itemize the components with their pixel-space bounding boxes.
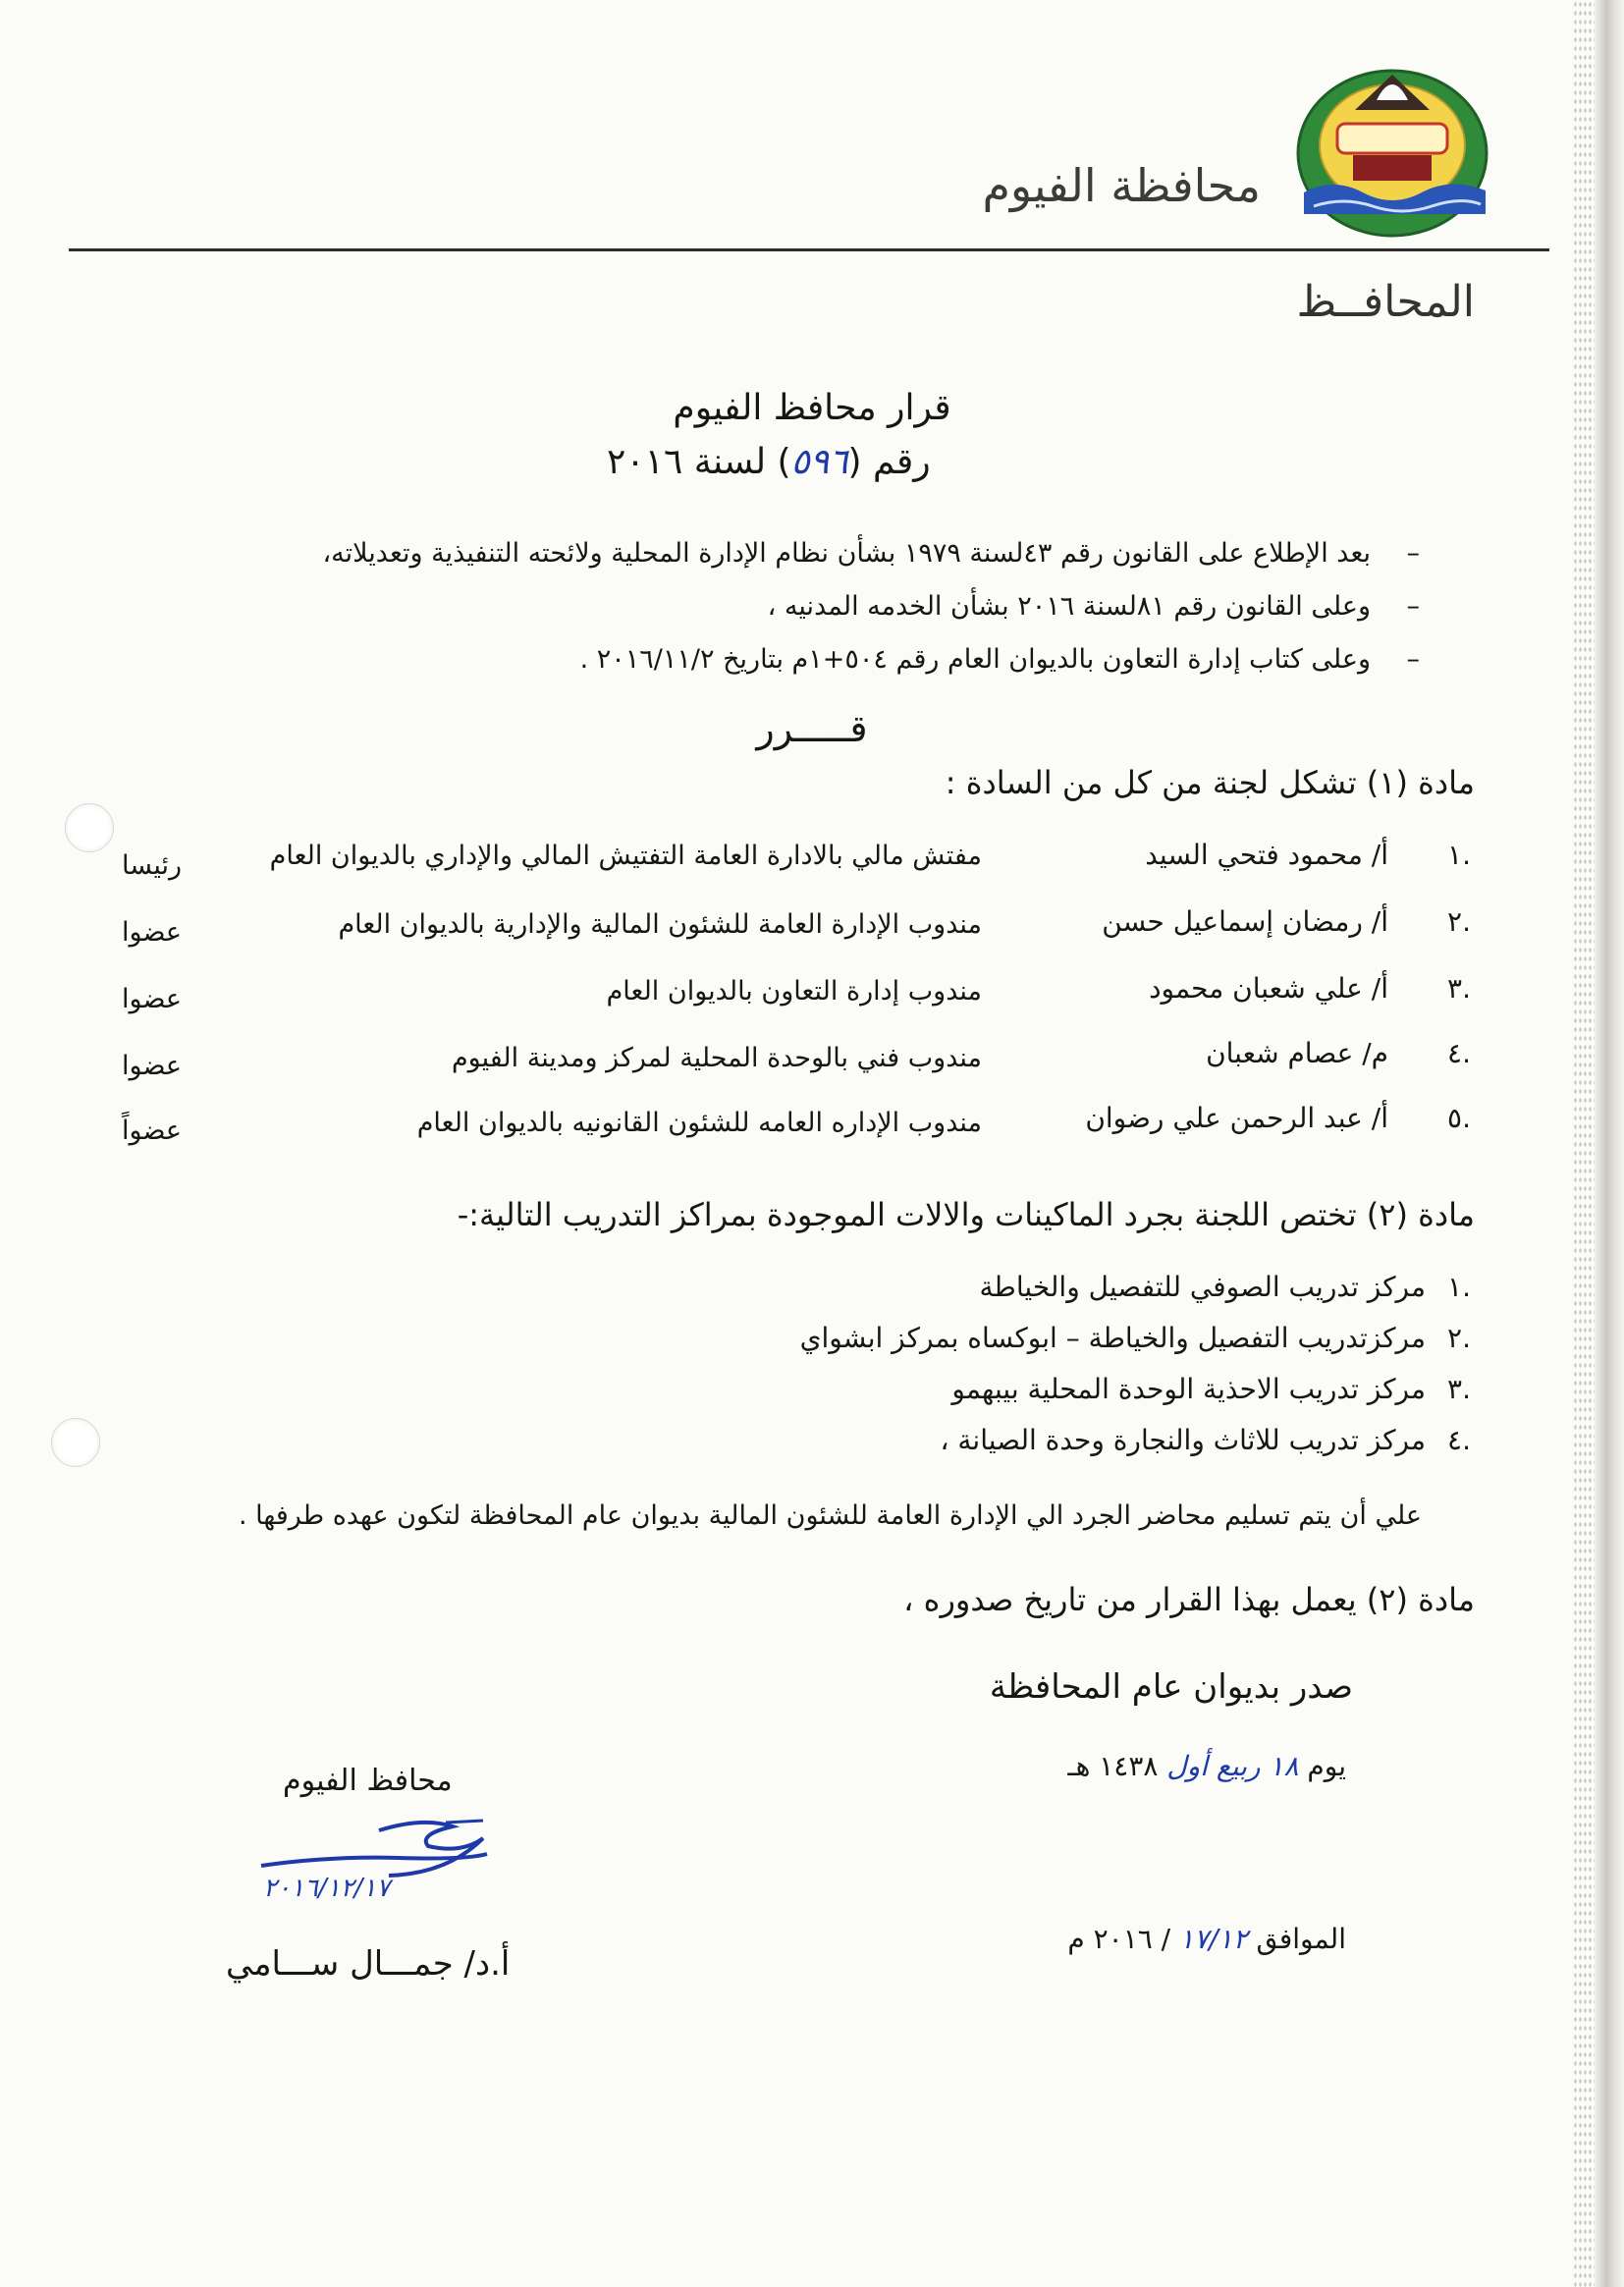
- intro-text: وعلى كتاب إدارة التعاون بالديوان العام رقم ٥٠٤+١م بتاريخ ٢٠١٦/١١/٢ .: [579, 644, 1371, 675]
- gregorian-year: / ٢٠١٦ م: [1067, 1923, 1171, 1955]
- governor-title: محافظ الفيوم: [283, 1764, 453, 1798]
- intro-clause: [322, 538, 1420, 569]
- list-dash: –: [1406, 644, 1420, 675]
- member-name: أ/ علي شعبان محمود: [1149, 972, 1388, 1005]
- member-role: مندوب فني بالوحدة المحلية لمركز ومدينة الفيوم: [451, 1043, 982, 1073]
- center-text: مركز تدريب للاثاث والنجارة وحدة الصيانة ،: [940, 1424, 1426, 1456]
- center-text: مركز تدريب الاحذية الوحدة المحلية بيبهمو: [951, 1373, 1426, 1405]
- number-suffix: ) لسنة ٢٠١٦: [607, 442, 791, 482]
- member-position: عضوا: [122, 1051, 182, 1081]
- center-text: مركزتدريب التفصيل والخياطة – ابوكساه بمركز ابشواي: [799, 1322, 1426, 1354]
- center-number: .٤: [1447, 1424, 1471, 1456]
- organization-name: محافظة الفيوم: [982, 159, 1261, 212]
- gregorian-date: [1067, 1923, 1346, 1955]
- member-number: .٤: [1447, 1037, 1471, 1069]
- center-number: .٢: [1447, 1322, 1471, 1354]
- fayoum-governorate-logo: [1294, 67, 1490, 242]
- member-number: .٢: [1447, 905, 1471, 938]
- decided-heading: قـــــرر: [756, 707, 868, 750]
- list-dash: –: [1406, 538, 1420, 569]
- member-position: عضوا: [122, 984, 182, 1014]
- center-text: مركز تدريب الصوفي للتفصيل والخياطة: [979, 1271, 1426, 1303]
- day-label: يوم: [1307, 1750, 1346, 1782]
- gregorian-handwritten: ١٧/١٢: [1179, 1923, 1248, 1955]
- hijri-handwritten: ١٨ ربيع أول: [1166, 1750, 1299, 1782]
- member-name: أ/ عبد الرحمن علي رضوان: [1085, 1102, 1388, 1134]
- scan-edge: [1595, 0, 1624, 2287]
- member-name: م/ عصام شعبان: [1206, 1037, 1388, 1069]
- center-item: [980, 1271, 1471, 1303]
- decree-number-line: [607, 442, 931, 482]
- member-position: عضوا: [122, 917, 182, 948]
- member-number: .٣: [1447, 972, 1471, 1005]
- intro-clause: [768, 591, 1420, 622]
- center-number: .٣: [1447, 1373, 1471, 1405]
- article-2-heading: مادة (٢) تختص اللجنة بجرد الماكينات والالات الموجودة بمراكز التدريب التالية:-: [457, 1196, 1475, 1233]
- article-3-heading: مادة (٢) يعمل بهذا القرار من تاريخ صدوره ،: [903, 1581, 1475, 1618]
- decree-number: ٥٩٦: [790, 442, 848, 482]
- issued-statement: صدر بديوان عام المحافظة: [989, 1667, 1353, 1707]
- signature-date: ٢٠١٦/١٢/١٧: [263, 1874, 391, 1903]
- corresponding-label: الموافق: [1256, 1923, 1346, 1955]
- member-role: مفتش مالي بالادارة العامة التفتيش المالي والإداري بالديوان العام: [269, 841, 982, 871]
- center-item: [940, 1424, 1471, 1456]
- center-item: [951, 1373, 1471, 1405]
- center-item: [800, 1322, 1471, 1354]
- member-position: رئيسا: [122, 850, 183, 881]
- list-dash: –: [1406, 591, 1420, 622]
- number-prefix: رقم (: [847, 442, 931, 482]
- scan-artifact: [1573, 0, 1595, 2287]
- governor-name: أ.د/ جمـــال ســـامي: [226, 1944, 511, 1984]
- member-number: .١: [1447, 839, 1471, 871]
- member-position: عضواً: [122, 1116, 182, 1146]
- member-number: .٥: [1447, 1102, 1471, 1134]
- office-title: المحافــظ: [1296, 277, 1475, 327]
- intro-text: بعد الإطلاع على القانون رقم ٤٣لسنة ١٩٧٩ بشأن نظام الإدارة المحلية ولائحته التنفيذية وتعديلاته،: [322, 538, 1371, 569]
- hijri-year: ١٤٣٨ هـ: [1067, 1750, 1159, 1782]
- header-divider: [69, 248, 1549, 251]
- article-2-note: علي أن يتم تسليم محاضر الجرد الي الإدارة العامة للشئون المالية بديوان عام المحافظة لتكون عهده طرفها .: [239, 1500, 1422, 1531]
- hijri-date: [1067, 1750, 1346, 1782]
- center-number: .١: [1447, 1271, 1471, 1303]
- punch-hole: [65, 803, 114, 852]
- intro-text: وعلى القانون رقم ٨١لسنة ٢٠١٦ بشأن الخدمه المدنيه ،: [767, 591, 1371, 622]
- member-name: أ/ محمود فتحي السيد: [1145, 839, 1388, 871]
- article-1-heading: مادة (١) تشكل لجنة من كل من السادة :: [945, 764, 1475, 801]
- decree-title: قرار محافظ الفيوم: [673, 388, 951, 428]
- member-role: مندوب الإدارة العامة للشئون المالية والإدارية بالديوان العام: [338, 909, 982, 940]
- intro-clause: [580, 644, 1420, 675]
- member-role: مندوب إدارة التعاون بالديوان العام: [606, 976, 982, 1007]
- member-name: أ/ رمضان إسماعيل حسن: [1102, 905, 1388, 938]
- member-role: مندوب الإداره العامه للشئون القانونيه بالديوان العام: [416, 1108, 982, 1138]
- punch-hole: [51, 1418, 100, 1467]
